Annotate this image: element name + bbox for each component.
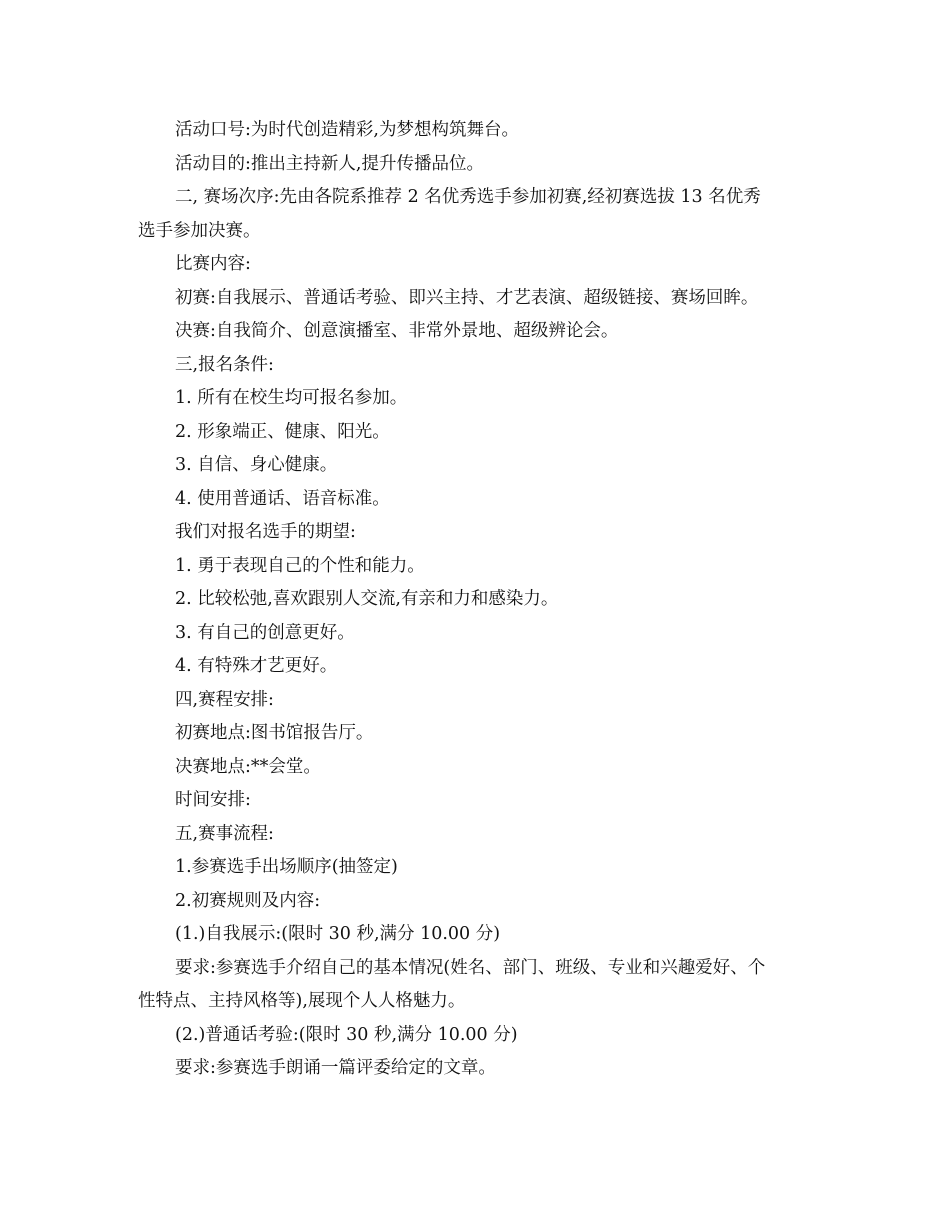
section-three-heading: 三,报名条件: — [175, 354, 274, 375]
document-body — [138, 114, 818, 1086]
self-introduction-requirement: 要求:参赛选手介绍自己的基本情况(姓名、部门、班级、专业和兴趣爱好、个 — [175, 957, 766, 978]
mandarin-test-rule: (2.)普通话考验:(限时 30 秒,满分 10.00 分) — [175, 1024, 518, 1045]
final-content-line: 决赛:自我简介、创意演播室、非常外景地、超级辨论会。 — [175, 321, 619, 341]
condition-item-1: 1. 所有在校生均可报名参加。 — [175, 388, 408, 408]
section-five-heading: 五,赛事流程: — [175, 823, 274, 844]
purpose-line: 活动目的:推出主持新人,提升传播品位。 — [175, 153, 484, 174]
section-two-line: 二, 赛场次序:先由各院系推荐 2 名优秀选手参加初赛,经初赛选拔 13 名优秀 — [175, 187, 761, 207]
expectation-item-3: 3. 有自己的创意更好。 — [175, 622, 355, 643]
preliminary-venue-line: 初赛地点:图书馆报告厅。 — [175, 723, 374, 743]
section-two-continuation: 选手参加决赛。 — [138, 220, 261, 241]
final-venue-line: 决赛地点:**会堂。 — [175, 756, 321, 777]
condition-item-4: 4. 使用普通话、语音标准。 — [175, 488, 390, 509]
section-four-heading: 四,赛程安排: — [175, 689, 274, 710]
schedule-line: 时间安排: — [175, 790, 251, 810]
expectations-heading: 我们对报名选手的期望: — [175, 522, 356, 542]
expectation-item-2: 2. 比较松弛,喜欢跟别人交流,有亲和力和感染力。 — [175, 589, 559, 609]
self-introduction-rule: (1.)自我展示:(限时 30 秒,满分 10.00 分) — [175, 924, 501, 944]
expectation-item-1: 1. 勇于表现自己的个性和能力。 — [175, 555, 425, 576]
preliminary-content-line: 初赛:自我展示、普通话考验、即兴主持、才艺表演、超级链接、赛场回眸。 — [175, 287, 759, 308]
mandarin-test-requirement: 要求:参赛选手朗诵一篇评委给定的文章。 — [175, 1058, 496, 1078]
self-introduction-requirement-continuation: 性特点、主持风格等),展现个人人格魅力。 — [138, 991, 466, 1011]
slogan-line: 活动口号:为时代创造精彩,为梦想构筑舞台。 — [175, 120, 519, 140]
competition-content-heading: 比赛内容: — [175, 254, 251, 274]
process-item-1: 1.参赛选手出场顺序(抽签定) — [175, 857, 398, 877]
condition-item-2: 2. 形象端正、健康、阳光。 — [175, 421, 390, 442]
process-item-2: 2.初赛规则及内容: — [175, 890, 321, 911]
condition-item-3: 3. 自信、身心健康。 — [175, 455, 338, 475]
expectation-item-4: 4. 有特殊才艺更好。 — [175, 656, 338, 676]
